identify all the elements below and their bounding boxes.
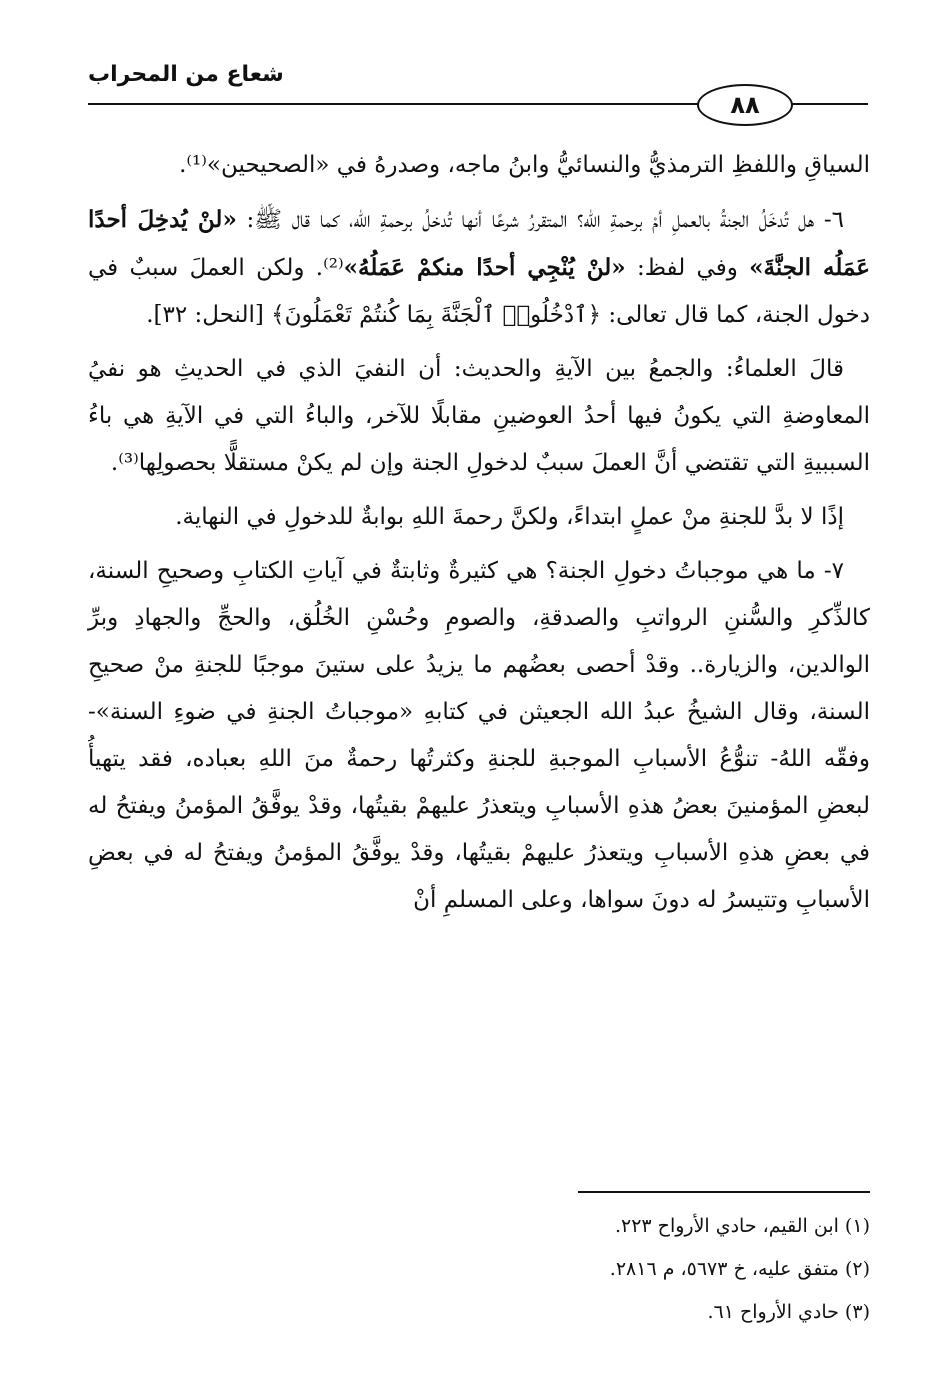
- hadith-quote-1: «لنْ يُدخِلَ أحدًا عَمَلُه الجنَّةَ»: [88, 206, 870, 281]
- paragraph-6: [88, 196, 870, 339]
- paragraph-7: ٧- ما هي موجباتُ دخولِ الجنة؟ هي كثيرةٌ وثابتةٌ في آياتِ الكتابِ وصحيحِ السنة، كالذِّكرِ والسُّننِ الرواتبِ والصدقةِ، والصومِ وحُسْنِ الخُلُق، والحجِّ والجهادِ وبرِّ الوالدين، والزيارة.. وقدْ أحصى بعضُهم ما يزيدُ على ستينَ موجبًا للجنةِ منْ صحيحِ السنة، وقال الشيخُ عبدُ الله الجعيثن في كتابهِ «موجباتُ الجنةِ في ضوءِ السنة»- وفقّه اللهُ- تنوُّعُ الأسبابِ الموجبةِ للجنةِ وكثرتُها رحمةٌ منَ اللهِ بعباده، فقد يتهيأُ لبعضِ المؤمنينَ بعضُ هذهِ الأسبابِ ويتعذرُ عليهمْ بقيتُها، وقدْ يوفَّقُ المؤمنُ ويفتحُ له في بعضِ هذهِ الأسبابِ ويتعذرُ عليهمْ بقيتُها، وقدْ يوفَّقُ المؤمنُ ويفتحُ له في بعضِ الأسبابِ وتتيسرُ له دونَ سواها، وعلى المسلمِ أنْ: [88, 558, 870, 913]
- paragraph-6-text-1: ٦- هل تُدخَلُ الجنةُ بالعملِ أمْ برحمةِ الله؟ المتقررُ شرعًا أنها تُدخلُ برحمةِ الله، كما قال ﷺ:: [236, 207, 844, 233]
- footnote-3: (٣) حادي الأرواح ٦١.: [707, 1301, 870, 1323]
- paragraph-6-text-3: ⁽²⁾. ولكن العملَ سببٌ في دخول الجنة، كما قال تعالى: ﴿ٱدْخُلُوا۟ ٱلْجَنَّةَ بِمَا كُنتُمْ تَعْمَلُونَ﴾ [النحل: ٣٢].: [88, 255, 870, 328]
- paragraph-continuation: السياقِ واللفظِ الترمذيُّ والنسائيُّ وابنُ ماجه، وصدرهُ في «الصحيحين»⁽¹⁾.: [179, 152, 870, 178]
- hadith-quote-2: «لنْ يُنْجِي أحدًا منكمْ عَمَلُهُ»: [343, 254, 626, 281]
- page-number-badge: ٨٨: [697, 84, 793, 126]
- footnote-separator: [578, 1191, 870, 1193]
- footnote-2: (٢) متفق عليه، خ ٥٦٧٣، م ٢٨١٦.: [609, 1258, 870, 1280]
- footnote-1: (١) ابن القيم، حادي الأرواح ٢٢٣.: [614, 1215, 870, 1237]
- paragraph-conclusion: إذًا لا بدَّ للجنةِ منْ عملٍ ابتداءً، ولكنَّ رحمةَ اللهِ بوابةٌ للدخولِ في النهاية.: [175, 504, 844, 530]
- paragraph-scholars: قالَ العلماءُ: والجمعُ بين الآيةِ والحديث: أن النفيَ الذي في الحديثِ هو نفيُ المعاوضةِ التي يكونُ فيها أحدُ العوضينِ مقابلًا للآخر، والباءُ التي في الآيةِ هي باءُ السببيةِ التي تقتضي أنَّ العملَ سببٌ لدخولِ الجنة وإن لم يكنْ مستقلًّا بحصولِها⁽³⁾.: [88, 356, 870, 476]
- running-header-title: شعاع من المحراب: [88, 62, 284, 87]
- paragraph-6-text-2: وفي لفظ:: [625, 255, 750, 281]
- main-text: [88, 142, 870, 931]
- footnotes: [88, 1205, 870, 1334]
